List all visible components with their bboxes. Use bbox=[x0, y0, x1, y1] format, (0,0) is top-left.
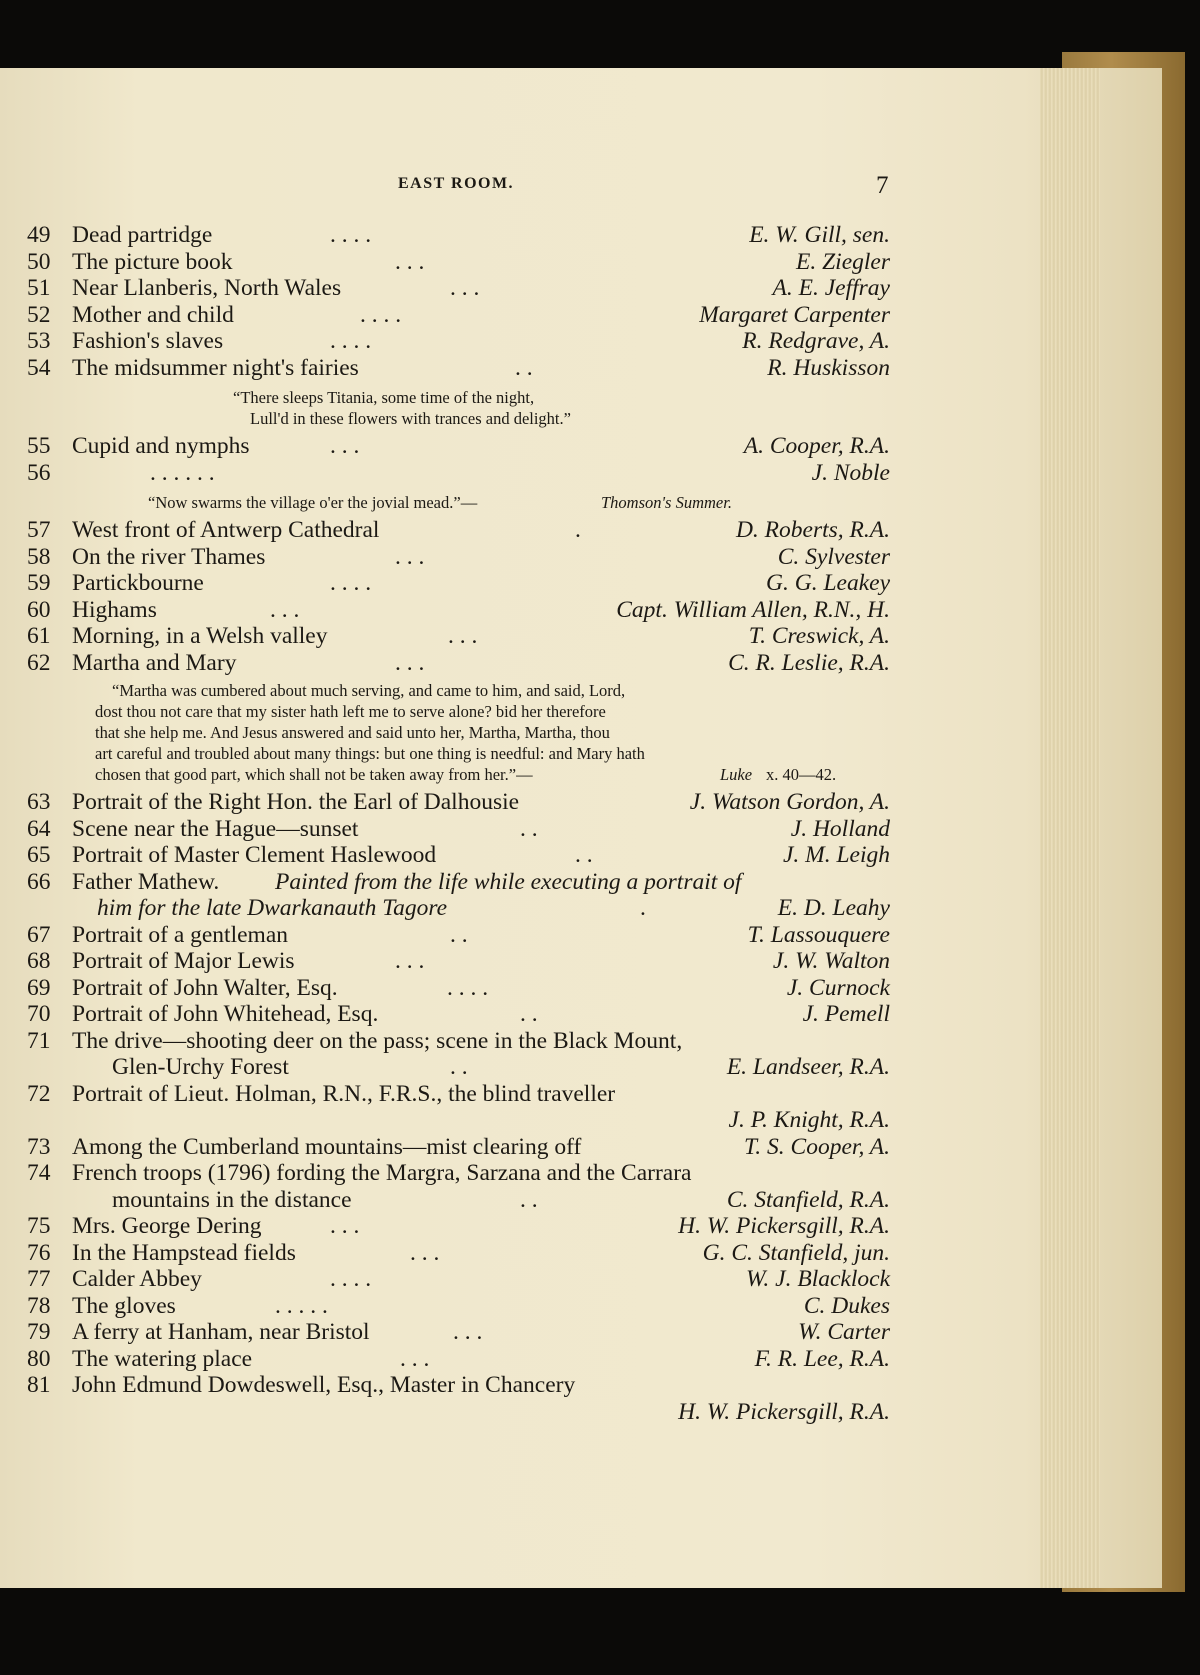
entry-title: Mother and child bbox=[72, 301, 234, 328]
catalogue-entry bbox=[0, 1319, 1100, 1346]
quote-line: “Now swarms the village o'er the jovial mead.”— bbox=[148, 493, 478, 512]
entry-title: In the Hampstead fields bbox=[72, 1239, 296, 1266]
quote-line: “Martha was cumbered about much serving, and came to him, and said, Lord, bbox=[112, 681, 626, 700]
catalogue-entry bbox=[0, 222, 1100, 249]
entry-title: Glen-Urchy Forest bbox=[112, 1054, 289, 1080]
catalogue-entry-continued bbox=[0, 1399, 1100, 1426]
dot-leaders: . . . bbox=[395, 649, 425, 676]
entry-number: 77 bbox=[27, 1266, 51, 1292]
catalogue-entry bbox=[0, 1081, 1100, 1108]
entry-number: 78 bbox=[27, 1292, 51, 1319]
entry-title: Dead partridge bbox=[72, 222, 213, 248]
dot-leaders: . . . bbox=[453, 1319, 483, 1345]
catalogue-entry bbox=[0, 1001, 1100, 1028]
entry-title: Fashion's slaves bbox=[72, 328, 224, 354]
quote-line: Lull'd in these flowers with trances and delight.” bbox=[250, 409, 571, 428]
catalogue-entry bbox=[0, 842, 1100, 869]
dot-leaders: . . . bbox=[410, 1239, 440, 1266]
catalogue-entry bbox=[0, 597, 1100, 624]
entry-title: The picture book bbox=[72, 248, 233, 275]
catalogue-entry bbox=[0, 517, 1100, 544]
catalogue-entry-continued bbox=[0, 1187, 1100, 1214]
dot-leaders: . bbox=[640, 895, 646, 921]
entry-artist: J. Noble bbox=[811, 459, 890, 486]
entry-artist: H. W. Pickersgill, R.A. bbox=[678, 1398, 890, 1425]
entry-title: Portrait of John Whitehead, Esq. bbox=[72, 1001, 379, 1027]
catalogue-entry bbox=[0, 249, 1100, 276]
entry-title: mountains in the distance bbox=[112, 1186, 352, 1213]
entry-artist: C. R. Leslie, R.A. bbox=[728, 649, 890, 676]
entry-title: The midsummer night's fairies bbox=[72, 354, 359, 381]
entry-title: French troops (1796) fording the Margra, Sarzana and the Carrara bbox=[72, 1160, 692, 1186]
entry-artist: E. Ziegler bbox=[796, 248, 890, 275]
dot-leaders: . . . . bbox=[330, 570, 372, 596]
catalogue-entry bbox=[0, 460, 1100, 487]
catalogue-entry bbox=[0, 433, 1100, 460]
dot-leaders: . . . bbox=[400, 1345, 430, 1372]
entry-title: John Edmund Dowdeswell, Esq., Master in Chancery bbox=[72, 1372, 576, 1398]
catalogue-list bbox=[0, 222, 1100, 1425]
dot-leaders: . . bbox=[520, 1186, 538, 1213]
entry-number: 59 bbox=[27, 570, 51, 596]
entry-number: 70 bbox=[27, 1001, 51, 1027]
entry-number: 55 bbox=[27, 433, 51, 459]
entry-title: Scene near the Hague—sunset bbox=[72, 815, 359, 842]
entry-title: Mrs. George Dering bbox=[72, 1213, 262, 1239]
entry-artist: F. R. Lee, R.A. bbox=[754, 1345, 890, 1372]
entry-artist: D. Roberts, R.A. bbox=[735, 517, 890, 543]
entry-number: 51 bbox=[27, 275, 51, 301]
entry-number: 80 bbox=[27, 1345, 51, 1372]
entry-number: 62 bbox=[27, 649, 51, 676]
dot-leaders: . . . . bbox=[447, 974, 489, 1001]
catalogue-entry-continued bbox=[0, 1054, 1100, 1081]
entry-number: 66 bbox=[27, 868, 51, 895]
entry-title: Near Llanberis, North Wales bbox=[72, 275, 342, 301]
catalogue-entry bbox=[0, 869, 1100, 896]
dot-leaders: . bbox=[575, 517, 581, 543]
entry-artist: C. Dukes bbox=[803, 1292, 890, 1319]
entry-number: 79 bbox=[27, 1319, 51, 1345]
catalogue-entry bbox=[0, 275, 1100, 302]
entry-artist: J. Holland bbox=[790, 815, 890, 842]
catalogue-entry bbox=[0, 1372, 1100, 1399]
catalogue-entry bbox=[0, 1028, 1100, 1055]
entry-artist: G. C. Stanfield, jun. bbox=[702, 1239, 890, 1266]
catalogue-entry bbox=[0, 355, 1100, 382]
entry-number: 68 bbox=[27, 948, 51, 974]
catalogue-entry bbox=[0, 789, 1100, 816]
entry-artist: J. M. Leigh bbox=[782, 842, 890, 868]
entry-number: 57 bbox=[27, 517, 51, 543]
entry-artist: J. P. Knight, R.A. bbox=[728, 1107, 890, 1133]
catalogue-entry bbox=[0, 1134, 1100, 1161]
quote-source: Thomson's Summer. bbox=[601, 493, 732, 512]
quote-line: “There sleeps Titania, some time of the night, bbox=[233, 388, 535, 407]
dot-leaders: . . . . bbox=[330, 328, 372, 354]
catalogue-entry bbox=[0, 1160, 1100, 1187]
dot-leaders: . . bbox=[520, 815, 538, 842]
dot-leaders: . . . bbox=[395, 543, 425, 570]
entry-title: Highams bbox=[72, 596, 157, 623]
entry-artist: J. Pemell bbox=[802, 1001, 890, 1027]
entry-artist: T. Lassouquere bbox=[747, 921, 890, 948]
entry-title: Cupid and nymphs bbox=[72, 433, 250, 459]
page-header bbox=[0, 172, 1100, 212]
catalogue-entry bbox=[0, 922, 1100, 949]
entry-title: Calder Abbey bbox=[72, 1266, 202, 1292]
entry-number: 71 bbox=[27, 1027, 51, 1054]
entry-number: 61 bbox=[27, 623, 51, 649]
dot-leaders: . . . bbox=[270, 596, 300, 623]
entry-artist: T. Creswick, A. bbox=[748, 623, 890, 649]
entry-artist: R. Huskisson bbox=[767, 354, 890, 381]
dot-leaders: . . . bbox=[330, 1213, 360, 1239]
catalogue-entry bbox=[0, 948, 1100, 975]
quote-line: that she help me. And Jesus answered and said unto her, Martha, Martha, thou bbox=[95, 723, 610, 742]
epigraph-quote bbox=[0, 492, 1100, 513]
quote-line: dost thou not care that my sister hath left me to serve alone? bid her therefore bbox=[95, 702, 606, 721]
dot-leaders: . . . . . . bbox=[150, 459, 215, 486]
entry-title: Martha and Mary bbox=[72, 649, 237, 676]
entry-artist: J. Watson Gordon, A. bbox=[689, 789, 890, 815]
entry-artist: C. Sylvester bbox=[777, 543, 890, 570]
entry-number: 81 bbox=[27, 1372, 51, 1398]
entry-number: 50 bbox=[27, 248, 51, 275]
entry-note: him for the late Dwarkanauth Tagore bbox=[97, 895, 448, 921]
entry-number: 65 bbox=[27, 842, 51, 868]
catalogue-entry bbox=[0, 1346, 1100, 1373]
entry-artist: W. Carter bbox=[798, 1319, 890, 1345]
dot-leaders: . . bbox=[450, 921, 468, 948]
entry-number: 56 bbox=[27, 459, 51, 486]
running-head: EAST ROOM. bbox=[398, 175, 515, 192]
entry-artist: E. D. Leahy bbox=[777, 895, 890, 921]
entry-number: 53 bbox=[27, 328, 51, 354]
entry-number: 74 bbox=[27, 1160, 51, 1186]
entry-artist: W. J. Blacklock bbox=[746, 1266, 890, 1292]
entry-title: The gloves bbox=[72, 1292, 176, 1319]
dot-leaders: . . bbox=[575, 842, 593, 868]
entry-title: Portrait of John Walter, Esq. bbox=[72, 974, 338, 1001]
entry-title: Portrait of a gentleman bbox=[72, 921, 288, 948]
entry-number: 69 bbox=[27, 974, 51, 1001]
entry-number: 73 bbox=[27, 1133, 51, 1160]
epigraph-quote bbox=[0, 387, 1100, 429]
entry-number: 75 bbox=[27, 1213, 51, 1239]
entry-number: 54 bbox=[27, 354, 51, 381]
entry-title: The watering place bbox=[72, 1345, 253, 1372]
entry-artist: E. W. Gill, sen. bbox=[749, 222, 890, 248]
epigraph-quote bbox=[0, 680, 1100, 785]
entry-title: Morning, in a Welsh valley bbox=[72, 623, 328, 649]
catalogue-entry bbox=[0, 975, 1100, 1002]
catalogue-entry-continued bbox=[0, 1107, 1100, 1134]
entry-number: 67 bbox=[27, 921, 51, 948]
entry-title: Partickbourne bbox=[72, 570, 204, 596]
catalogue-entry bbox=[0, 302, 1100, 329]
entry-artist: C. Stanfield, R.A. bbox=[726, 1186, 890, 1213]
dot-leaders: . . . . . bbox=[275, 1292, 328, 1319]
entry-artist: E. Landseer, R.A. bbox=[726, 1054, 890, 1080]
dot-leaders: . . . bbox=[330, 433, 360, 459]
entry-number: 60 bbox=[27, 596, 51, 623]
quote-source: Luke bbox=[720, 765, 753, 784]
entry-title: West front of Antwerp Cathedral bbox=[72, 517, 380, 543]
entry-title: Portrait of Lieut. Holman, R.N., F.R.S., the blind traveller bbox=[72, 1080, 616, 1107]
dot-leaders: . . . bbox=[450, 275, 480, 301]
entry-artist: J. Curnock bbox=[786, 974, 890, 1001]
entry-number: 49 bbox=[27, 222, 51, 248]
catalogue-entry bbox=[0, 1213, 1100, 1240]
entry-artist: Capt. William Allen, R.N., H. bbox=[616, 596, 890, 623]
catalogue-entry bbox=[0, 570, 1100, 597]
entry-artist: G. G. Leakey bbox=[766, 570, 890, 596]
quote-reference: x. 40—42. bbox=[766, 765, 837, 784]
entry-title: Among the Cumberland mountains—mist clearing off bbox=[72, 1133, 582, 1160]
entry-title: Father Mathew. bbox=[72, 868, 220, 895]
entry-title: Portrait of Major Lewis bbox=[72, 948, 295, 974]
dot-leaders: . . . bbox=[395, 248, 425, 275]
catalogue-entry bbox=[0, 816, 1100, 843]
entry-artist-text: A. Cooper, R.A. bbox=[743, 433, 890, 459]
catalogue-entry bbox=[0, 328, 1100, 355]
entry-number: 52 bbox=[27, 301, 51, 328]
dot-leaders: . . . . bbox=[330, 222, 372, 248]
catalogue-entry bbox=[0, 1293, 1100, 1320]
entry-artist bbox=[744, 433, 890, 459]
entry-artist: J. W. Walton bbox=[772, 948, 890, 974]
catalogue-entry bbox=[0, 1240, 1100, 1267]
catalogue-entry bbox=[0, 1266, 1100, 1293]
entry-title: A ferry at Hanham, near Bristol bbox=[72, 1319, 370, 1345]
dot-leaders: . . . bbox=[448, 623, 478, 649]
quote-line: art careful and troubled about many things: but one thing is needful: and Mary hath bbox=[95, 744, 645, 763]
catalogue-entry bbox=[0, 623, 1100, 650]
catalogue-entry-continued bbox=[0, 895, 1100, 922]
entry-title: Portrait of Master Clement Haslewood bbox=[72, 842, 437, 868]
dot-leaders: . . bbox=[520, 1001, 538, 1027]
catalogue-entry bbox=[0, 544, 1100, 571]
entry-number: 72 bbox=[27, 1080, 51, 1107]
entry-artist: R. Redgrave, A. bbox=[742, 328, 890, 354]
entry-number: 76 bbox=[27, 1239, 51, 1266]
entry-artist: T. S. Cooper, A. bbox=[743, 1133, 890, 1160]
dot-leaders: . . bbox=[450, 1054, 468, 1080]
page-number: 7 bbox=[876, 172, 889, 199]
dot-leaders: . . . . bbox=[330, 1266, 372, 1292]
entry-title: The drive—shooting deer on the pass; scene in the Black Mount, bbox=[72, 1027, 683, 1054]
entry-title: Portrait of the Right Hon. the Earl of Dalhousie bbox=[72, 789, 520, 815]
entry-title: On the river Thames bbox=[72, 543, 266, 570]
entry-number: 63 bbox=[27, 789, 51, 815]
catalogue-entry bbox=[0, 650, 1100, 677]
entry-number: 64 bbox=[27, 815, 51, 842]
quote-line: chosen that good part, which shall not be taken away from her.”— bbox=[95, 765, 533, 784]
entry-artist: H. W. Pickersgill, R.A. bbox=[678, 1213, 890, 1239]
entry-artist: Margaret Carpenter bbox=[699, 301, 890, 328]
dot-leaders: . . . . bbox=[360, 301, 402, 328]
entry-note: Painted from the life while executing a portrait of bbox=[275, 868, 742, 895]
dot-leaders: . . . bbox=[395, 948, 425, 974]
entry-artist: A. E. Jeffray bbox=[772, 275, 890, 301]
dot-leaders: . . bbox=[515, 354, 533, 381]
entry-number: 58 bbox=[27, 543, 51, 570]
